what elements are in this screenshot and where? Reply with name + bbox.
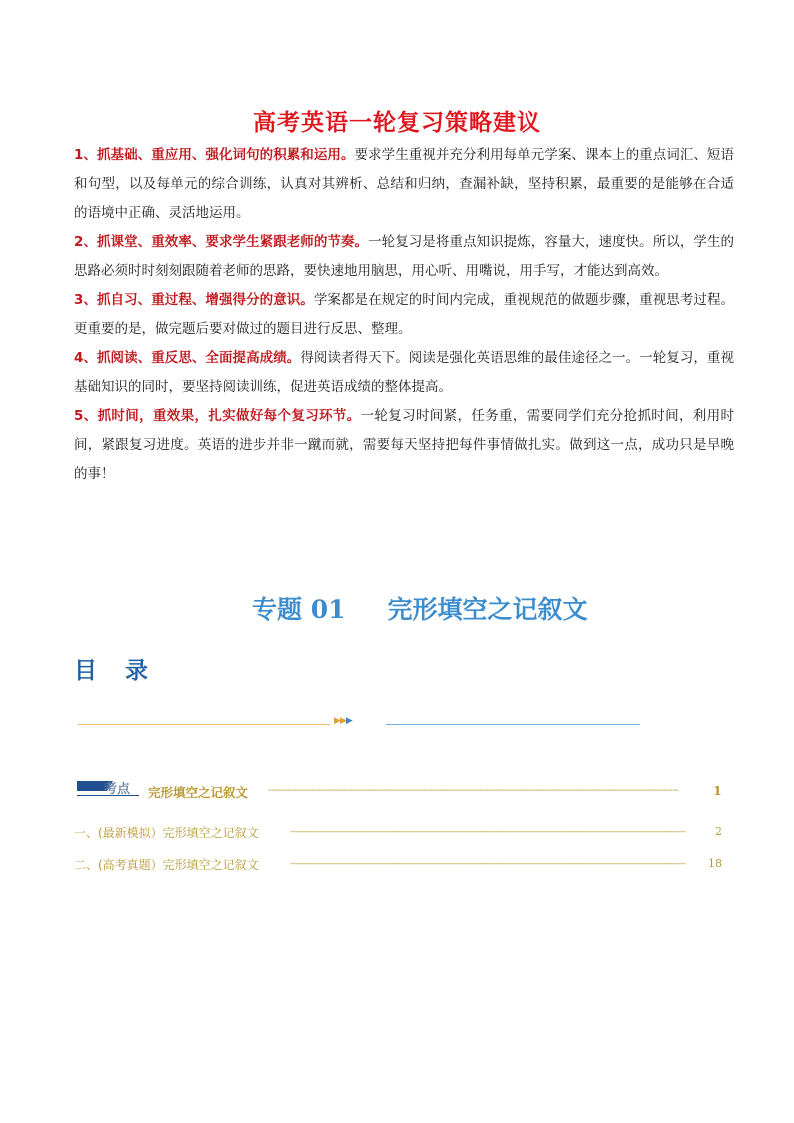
toc-leader: ------------------------------------------------------------------------------------------------------------------------------------ (268, 785, 679, 796)
strategy-heading: 5、抓时间，重效果，扎实做好每个复习环节。 (74, 408, 361, 424)
strategy-item (74, 344, 734, 402)
divider-arrows-icon: ▶▶▶ (334, 716, 352, 726)
toc-title: 目 录 (74, 658, 159, 684)
toc-entry-text[interactable]: 一、(最新模拟）完形填空之记叙文 (74, 826, 259, 840)
strategy-list (74, 141, 734, 489)
toc-entry-page[interactable]: 18 (708, 857, 722, 870)
strategy-body: 得阅读者得天下。阅读是强化英语思维的最佳途径之一。一轮复习，重视基础知识的同时，要坚持阅读训练，促进英语成绩的整体提高。 (74, 350, 734, 395)
document-title: 高考英语一轮复习策略建议 (253, 110, 541, 136)
toc-entry[interactable] (0, 824, 794, 844)
toc-entry-page[interactable]: 2 (715, 825, 722, 838)
strategy-heading: 2、抓课堂、重效率、要求学生紧跟老师的节奏。 (74, 234, 369, 250)
toc-entry[interactable] (0, 856, 794, 876)
strategy-body: 一轮复习是将重点知识提炼，容量大，速度快。所以，学生的思路必须时时刻刻跟随着老师的思路，要快速地用脑思，用心听、用嘴说，用手写，才能达到高效。 (74, 234, 734, 279)
strategy-body: 一轮复习时间紧，任务重，需要同学们充分抢抓时间，利用时间，紧跟复习进度。英语的进步并非一蹴而就，需要每天坚持把每件事情做扎实。做到这一点，成功只是早晚的事！ (74, 408, 734, 482)
strategy-item (74, 402, 734, 489)
topic-name: 完形填空之记叙文 (387, 595, 588, 624)
strategy-item (74, 141, 734, 228)
strategy-heading: 3、抓自习、重过程、增强得分的意识。 (74, 292, 314, 308)
topic-prefix: 专题 (252, 595, 303, 624)
toc-entry-text[interactable]: 完形填空之记叙文 (148, 785, 249, 800)
strategy-body: 要求学生重视并充分利用每单元学案、课本上的重点词汇、短语和句型，以及每单元的综合训练，认真对其辨析、总结和归纳，查漏补缺，坚持积累，最重要的是能够在合适的语境中正确、灵活地运用。 (74, 147, 734, 221)
toc-leader: ------------------------------------------------------------------------------------------------------------------------------------------------ (290, 827, 686, 837)
toc-entry[interactable] (0, 783, 794, 803)
topic-number: 01 (310, 595, 346, 624)
strategy-item (74, 286, 734, 344)
toc-entry-text[interactable]: 二、(高考真题）完形填空之记叙文 (74, 858, 259, 872)
toc-leader: ------------------------------------------------------------------------------------------------------------------------------------------------ (290, 859, 686, 869)
strategy-item (74, 228, 734, 286)
strategy-heading: 4、抓阅读、重反思、全面提高成绩。 (74, 350, 301, 366)
strategy-body: 学案都是在规定的时间内完成，重视规范的做题步骤，重视思考过程。更重要的是，做完题后要对做过的题目进行反思、整理。 (74, 292, 734, 337)
kaodian-label: 考点 (104, 782, 131, 797)
strategy-heading: 1、抓基础、重应用、强化词句的积累和运用。 (74, 147, 355, 163)
divider-left (78, 724, 330, 725)
topic-heading (252, 590, 588, 626)
divider-right (386, 724, 640, 725)
toc-entry-page[interactable]: 1 (713, 783, 722, 798)
